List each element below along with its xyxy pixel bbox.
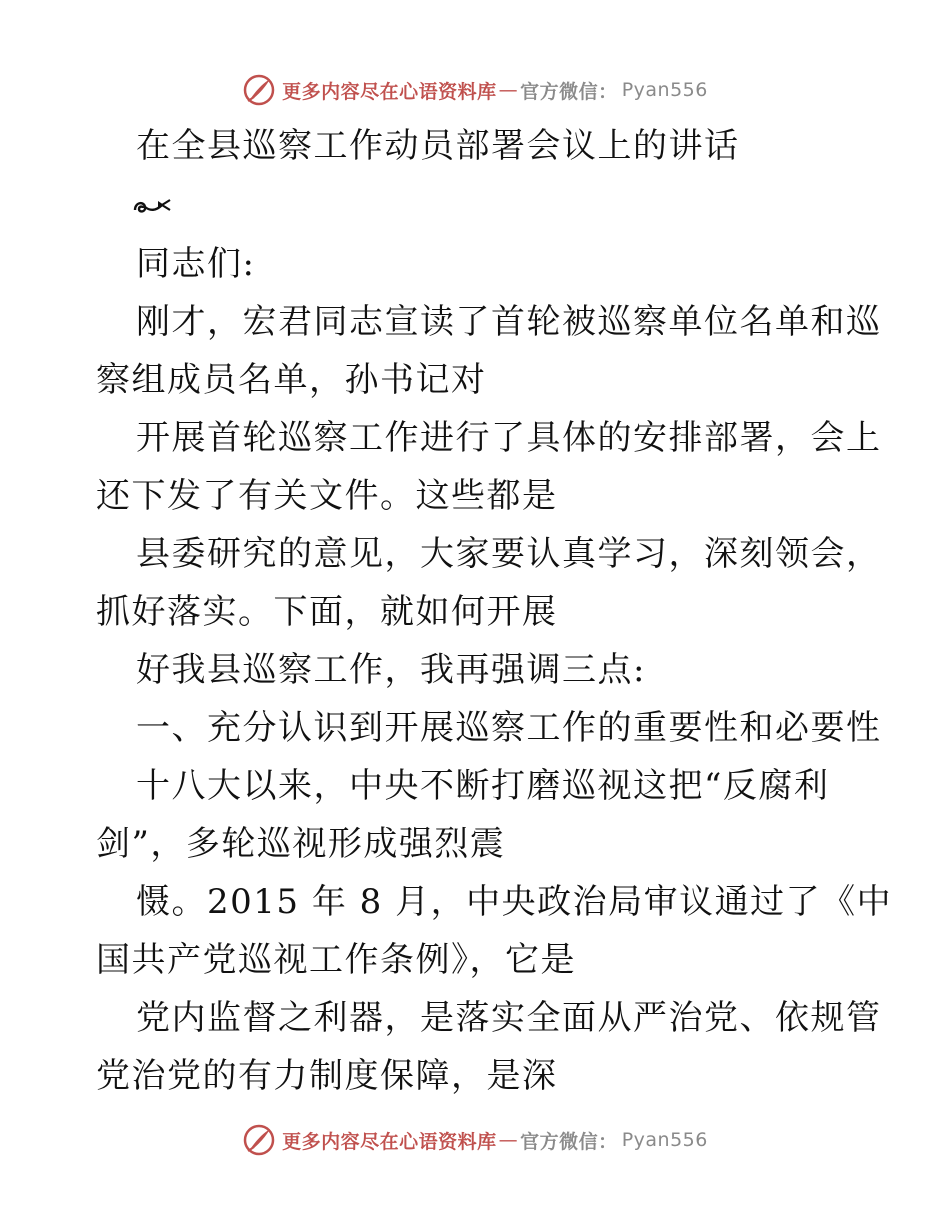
- quill-logo-icon: [242, 1123, 276, 1157]
- body-line: 还下发了有关文件。这些都是: [96, 476, 558, 516]
- watermark-brand: 更多内容尽在心语资料库: [282, 80, 497, 103]
- section-heading: 一、充分认识到开展巡察工作的重要性和必要性: [136, 708, 882, 748]
- header-watermark: [0, 70, 950, 110]
- body-line: 党内监督之利器，是落实全面从严治党、依规管: [136, 998, 882, 1038]
- watermark-id: Pyan556: [621, 79, 708, 101]
- greeting-line: 同志们:: [136, 244, 256, 284]
- body-line: 好我县巡察工作，我再强调三点:: [136, 650, 646, 690]
- footer-watermark: [0, 1120, 950, 1160]
- body-line: 察组成员名单，孙书记对: [96, 360, 487, 400]
- document-title: 在全县巡察工作动员部署会议上的讲话: [136, 126, 740, 166]
- watermark-id: Pyan556: [621, 1129, 708, 1151]
- body-line: 剑”，多轮巡视形成强烈震: [96, 824, 506, 864]
- body-line: 刚才，宏君同志宣读了首轮被巡察单位名单和巡: [136, 302, 882, 342]
- body-line: 开展首轮巡察工作进行了具体的安排部署，会上: [136, 418, 882, 458]
- watermark-label: 官方微信：: [520, 1130, 618, 1153]
- body-line: 慑。2015 年 8 月，中央政治局审议通过了《中: [136, 882, 893, 922]
- watermark-label: 官方微信：: [520, 80, 618, 103]
- watermark-separator: —: [498, 79, 519, 101]
- scroll-ornament-icon: [132, 196, 172, 218]
- body-line: 国共产党巡视工作条例》，它是: [96, 940, 576, 980]
- quill-logo-icon: [242, 73, 276, 107]
- watermark-brand: 更多内容尽在心语资料库: [282, 1130, 497, 1153]
- body-line: 抓好落实。下面，就如何开展: [96, 592, 558, 632]
- watermark-separator: —: [498, 1129, 519, 1151]
- body-line: 党治党的有力制度保障，是深: [96, 1056, 558, 1096]
- body-line: 十八大以来，中央不断打磨巡视这把“反腐利: [136, 766, 830, 806]
- body-line: 县委研究的意见，大家要认真学习，深刻领会，: [136, 534, 882, 574]
